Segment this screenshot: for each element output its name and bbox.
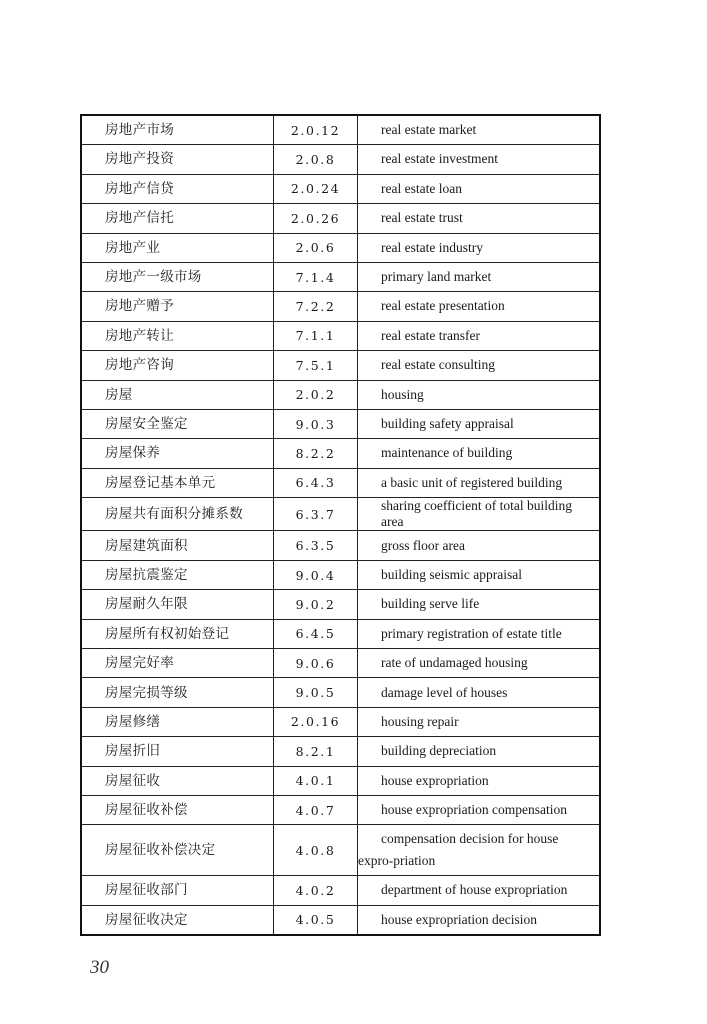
term-cell: 房地产信贷 — [81, 174, 274, 203]
table-row — [81, 619, 600, 648]
english-term-cell: sharing coefficient of total building area — [358, 498, 601, 531]
section-code-cell: 7.1.1 — [274, 321, 358, 350]
section-code-cell: 9.0.3 — [274, 409, 358, 438]
page-number: 30 — [90, 957, 109, 978]
english-term-cell: housing repair — [358, 707, 601, 736]
term-cell: 房屋征收补偿决定 — [81, 825, 274, 876]
english-term-cell: building safety appraisal — [358, 409, 601, 438]
english-term-cell: house expropriation compensation — [358, 795, 601, 824]
section-code-cell: 2.0.12 — [274, 115, 358, 145]
term-cell: 房地产市场 — [81, 115, 274, 145]
english-term-cell: primary registration of estate title — [358, 619, 601, 648]
section-code-cell: 7.1.4 — [274, 262, 358, 291]
table-row — [81, 905, 600, 935]
glossary-table — [80, 114, 601, 936]
term-cell: 房地产赠予 — [81, 292, 274, 321]
english-term-cell: maintenance of building — [358, 439, 601, 468]
english-term-cell: damage level of houses — [358, 678, 601, 707]
section-code-cell: 8.2.1 — [274, 737, 358, 766]
english-term-cell: real estate market — [358, 115, 601, 145]
term-cell: 房屋修缮 — [81, 707, 274, 736]
english-term-cell: rate of undamaged housing — [358, 649, 601, 678]
term-cell: 房地产一级市场 — [81, 262, 274, 291]
section-code-cell: 7.5.1 — [274, 351, 358, 380]
term-cell: 房屋耐久年限 — [81, 590, 274, 619]
table-row — [81, 590, 600, 619]
section-code-cell: 4.0.7 — [274, 795, 358, 824]
english-term-cell: real estate presentation — [358, 292, 601, 321]
table-row — [81, 351, 600, 380]
glossary-table-body — [81, 115, 600, 935]
english-term-cell: building depreciation — [358, 737, 601, 766]
english-term-cell: real estate transfer — [358, 321, 601, 350]
term-cell: 房屋安全鉴定 — [81, 409, 274, 438]
section-code-cell: 2.0.6 — [274, 233, 358, 262]
table-row — [81, 380, 600, 409]
term-cell: 房屋征收决定 — [81, 905, 274, 935]
english-term-cell: real estate trust — [358, 204, 601, 233]
section-code-cell: 2.0.2 — [274, 380, 358, 409]
english-term-cell: primary land market — [358, 262, 601, 291]
table-row — [81, 531, 600, 560]
term-cell: 房屋 — [81, 380, 274, 409]
table-row — [81, 262, 600, 291]
table-row — [81, 233, 600, 262]
table-row — [81, 292, 600, 321]
section-code-cell: 2.0.16 — [274, 707, 358, 736]
english-term-cell: housing — [358, 380, 601, 409]
term-cell: 房地产转让 — [81, 321, 274, 350]
term-cell: 房屋所有权初始登记 — [81, 619, 274, 648]
section-code-cell: 6.4.3 — [274, 468, 358, 497]
term-cell: 房屋建筑面积 — [81, 531, 274, 560]
section-code-cell: 9.0.5 — [274, 678, 358, 707]
table-row — [81, 115, 600, 145]
section-code-cell: 8.2.2 — [274, 439, 358, 468]
english-term-cell: real estate loan — [358, 174, 601, 203]
section-code-cell: 6.3.5 — [274, 531, 358, 560]
table-row — [81, 560, 600, 589]
section-code-cell: 6.3.7 — [274, 498, 358, 531]
english-term-cell: house expropriation decision — [358, 905, 601, 935]
table-row — [81, 707, 600, 736]
table-row — [81, 439, 600, 468]
term-cell: 房屋完好率 — [81, 649, 274, 678]
english-term-cell: building serve life — [358, 590, 601, 619]
term-cell: 房屋共有面积分摊系数 — [81, 498, 274, 531]
term-cell: 房地产信托 — [81, 204, 274, 233]
table-row — [81, 876, 600, 905]
term-cell: 房屋折旧 — [81, 737, 274, 766]
english-term-cell: gross floor area — [358, 531, 601, 560]
english-term-cell: house expropriation — [358, 766, 601, 795]
english-term-cell: real estate industry — [358, 233, 601, 262]
english-term-cell: real estate investment — [358, 145, 601, 174]
table-row — [81, 825, 600, 876]
table-row — [81, 321, 600, 350]
term-cell: 房屋登记基本单元 — [81, 468, 274, 497]
table-row — [81, 409, 600, 438]
term-cell: 房屋完损等级 — [81, 678, 274, 707]
table-row — [81, 795, 600, 824]
term-cell: 房屋征收 — [81, 766, 274, 795]
term-cell: 房屋保养 — [81, 439, 274, 468]
section-code-cell: 4.0.5 — [274, 905, 358, 935]
english-term-cell: a basic unit of registered building — [358, 468, 601, 497]
table-row — [81, 737, 600, 766]
table-row — [81, 498, 600, 531]
table-row — [81, 766, 600, 795]
term-cell: 房屋抗震鉴定 — [81, 560, 274, 589]
section-code-cell: 4.0.2 — [274, 876, 358, 905]
english-term-cell: department of house expropriation — [358, 876, 601, 905]
term-cell: 房地产投资 — [81, 145, 274, 174]
english-term-cell: building seismic appraisal — [358, 560, 601, 589]
table-row — [81, 204, 600, 233]
section-code-cell: 4.0.8 — [274, 825, 358, 876]
section-code-cell: 7.2.2 — [274, 292, 358, 321]
section-code-cell: 2.0.8 — [274, 145, 358, 174]
section-code-cell: 9.0.2 — [274, 590, 358, 619]
english-term-cell: compensation decision for house expro-priation — [358, 825, 601, 876]
section-code-cell: 2.0.26 — [274, 204, 358, 233]
term-cell: 房屋征收部门 — [81, 876, 274, 905]
term-cell: 房地产咨询 — [81, 351, 274, 380]
table-row — [81, 468, 600, 497]
section-code-cell: 2.0.24 — [274, 174, 358, 203]
table-row — [81, 649, 600, 678]
table-row — [81, 678, 600, 707]
english-term-cell: real estate consulting — [358, 351, 601, 380]
table-row — [81, 145, 600, 174]
section-code-cell: 9.0.6 — [274, 649, 358, 678]
table-row — [81, 174, 600, 203]
section-code-cell: 9.0.4 — [274, 560, 358, 589]
term-cell: 房屋征收补偿 — [81, 795, 274, 824]
term-cell: 房地产业 — [81, 233, 274, 262]
section-code-cell: 4.0.1 — [274, 766, 358, 795]
section-code-cell: 6.4.5 — [274, 619, 358, 648]
